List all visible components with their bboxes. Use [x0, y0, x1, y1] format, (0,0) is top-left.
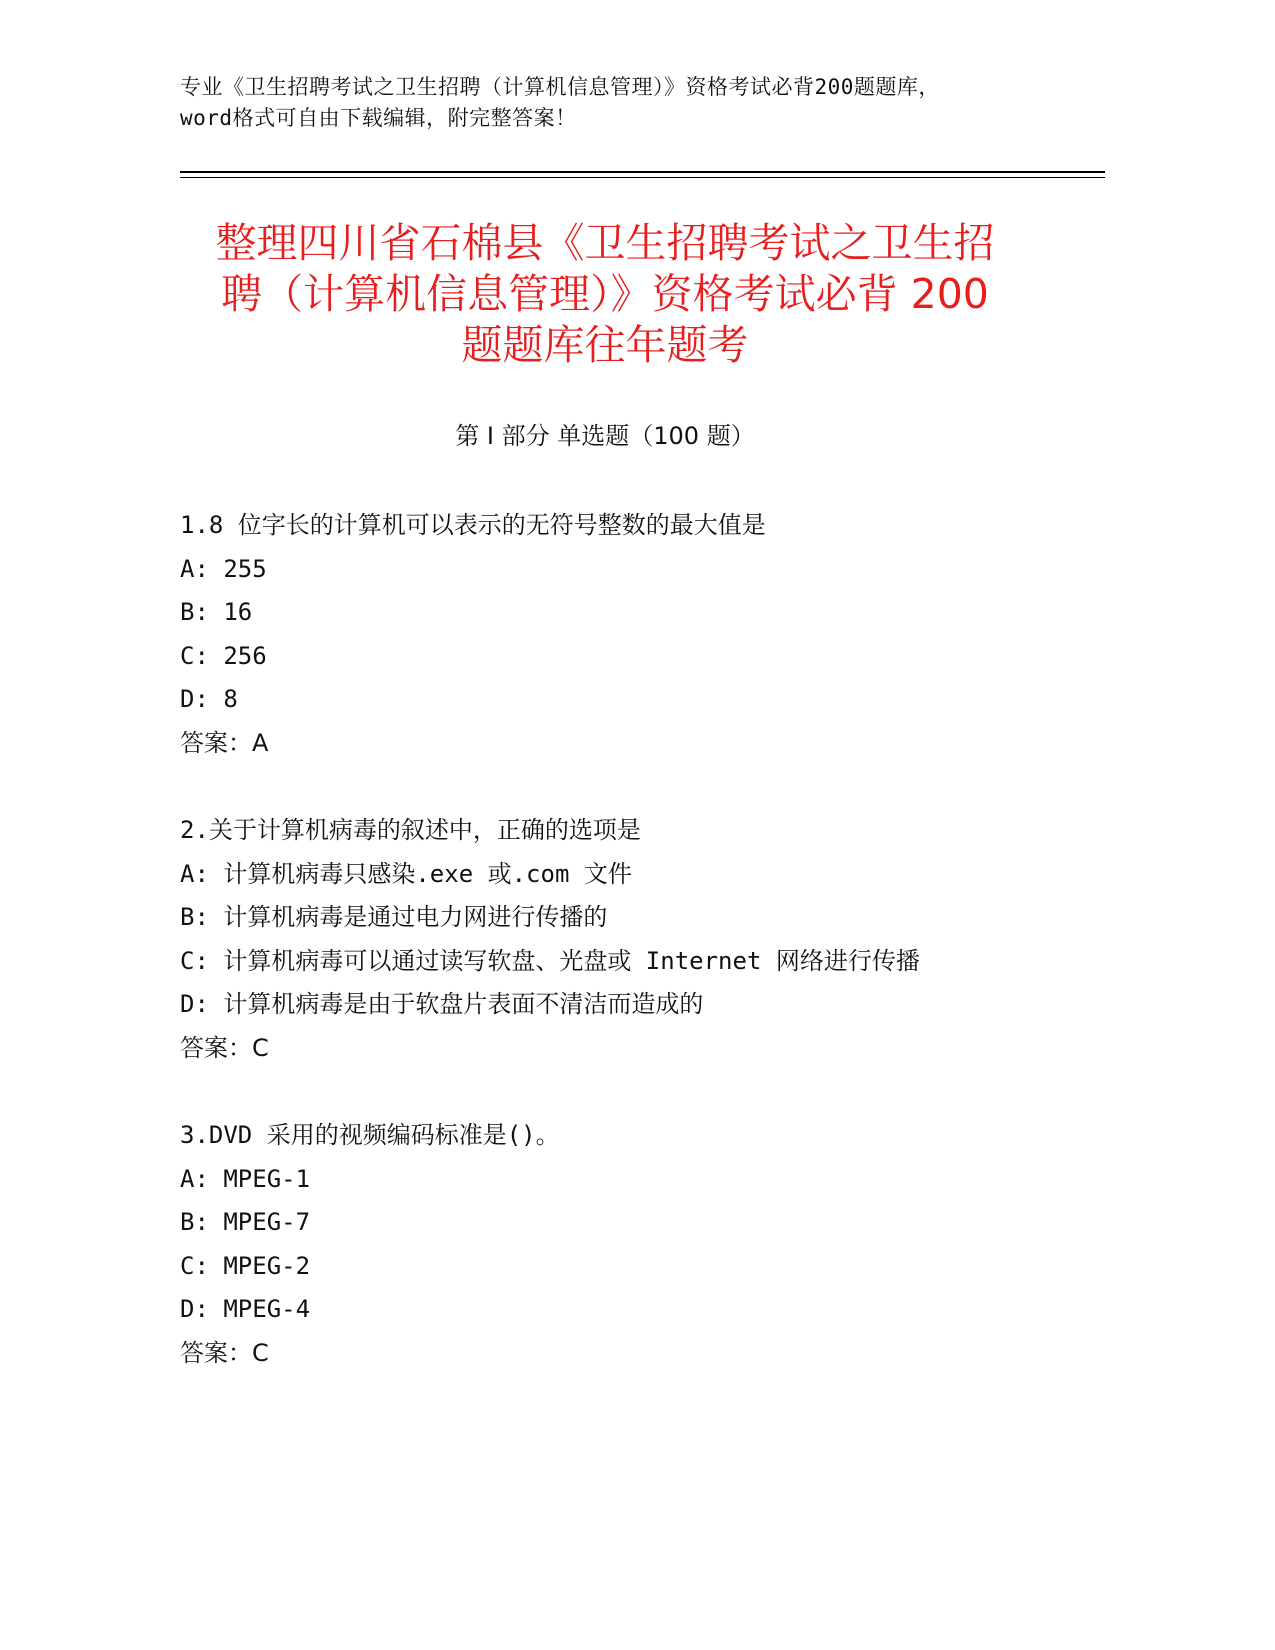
- option-a: A: 计算机病毒只感染.exe 或.com 文件: [180, 859, 632, 888]
- question-2: [180, 809, 1080, 1070]
- header-note-line-2: word格式可自由下载编辑，附完整答案！: [180, 106, 577, 130]
- title-line-1: 整理四川省石棉县《卫生招聘考试之卫生招: [215, 219, 995, 267]
- question-stem: 1.8 位字长的计算机可以表示的无符号整数的最大值是: [180, 511, 766, 539]
- answer-line: 答案：C: [180, 1033, 269, 1062]
- answer-line: 答案：A: [180, 728, 269, 757]
- question-1: [180, 504, 1080, 765]
- header-note: [180, 72, 1080, 134]
- option-b: B: 计算机病毒是通过电力网进行传播的: [180, 903, 608, 931]
- question-stem: 2.关于计算机病毒的叙述中，正确的选项是: [180, 816, 641, 844]
- section-heading: 第 I 部分 单选题（100 题）: [455, 422, 755, 450]
- header-rule-thick: [180, 171, 1105, 173]
- question-stem: 3.DVD 采用的视频编码标准是()。: [180, 1121, 560, 1149]
- option-b: B: MPEG-7: [180, 1208, 311, 1236]
- option-c: C: 计算机病毒可以通过读写软盘、光盘或 Internet 网络进行传播: [180, 946, 920, 975]
- answer-line: 答案：C: [180, 1338, 269, 1367]
- document-title: [180, 218, 1030, 371]
- title-line-2: 聘（计算机信息管理）》资格考试必背 200: [221, 270, 989, 318]
- option-b: B: 16: [180, 598, 253, 626]
- option-d: D: 8: [180, 685, 238, 713]
- option-a: A: MPEG-1: [180, 1164, 311, 1193]
- option-c: C: MPEG-2: [180, 1251, 311, 1280]
- option-d: D: 计算机病毒是由于软盘片表面不清洁而造成的: [180, 990, 704, 1018]
- option-d: D: MPEG-4: [180, 1295, 311, 1323]
- question-3: [180, 1114, 1080, 1375]
- option-c: C: 256: [180, 641, 267, 670]
- header-rule-thin: [180, 177, 1105, 178]
- title-line-3: 题题库往年题考: [461, 321, 749, 369]
- header-note-line-1: 专业《卫生招聘考试之卫生招聘（计算机信息管理）》资格考试必背200题题库，: [180, 75, 940, 99]
- option-a: A: 255: [180, 554, 267, 583]
